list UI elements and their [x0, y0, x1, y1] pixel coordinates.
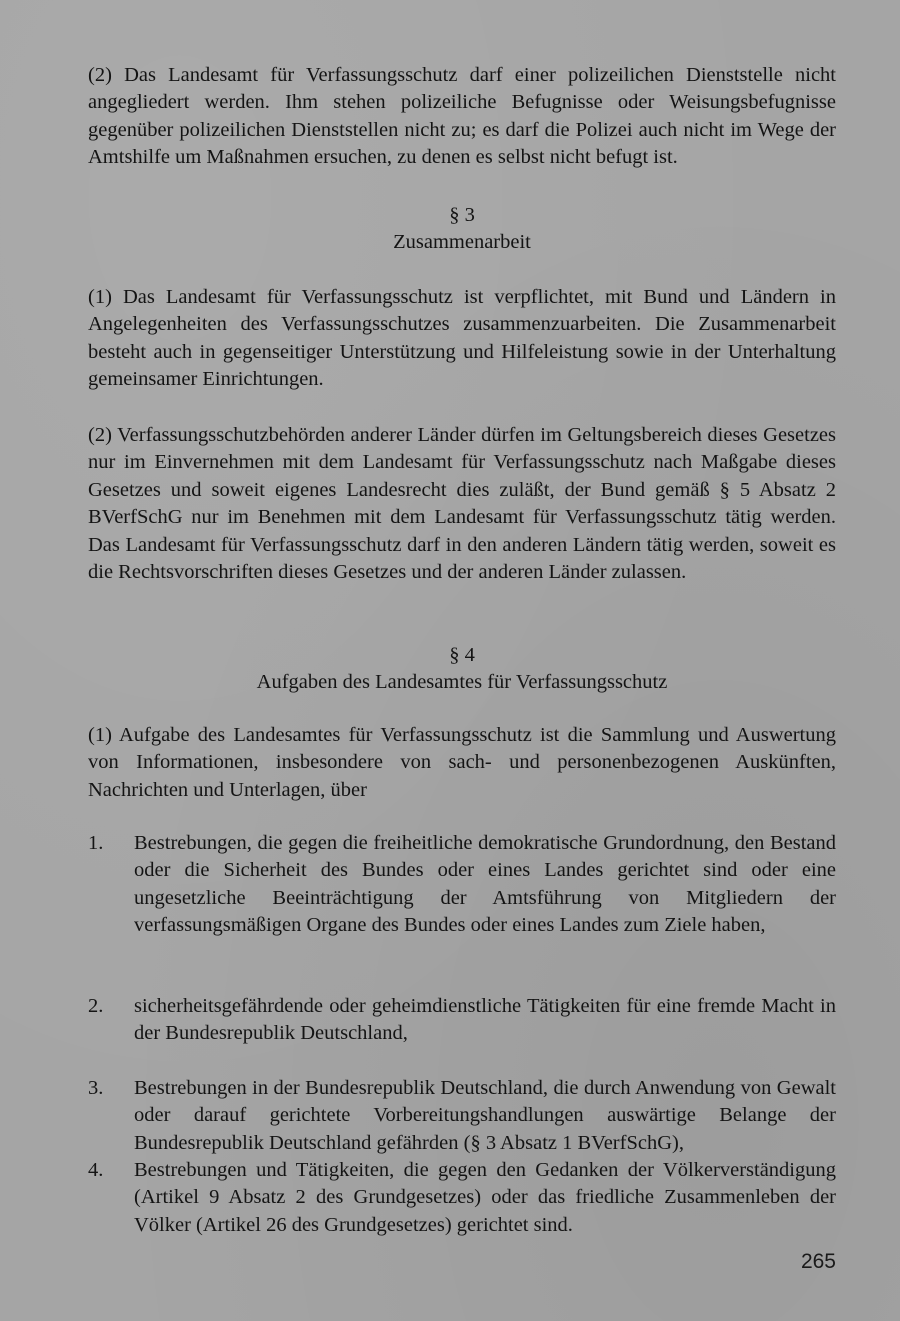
section4-title: Aufgaben des Landesamtes für Verfassungsschutz — [256, 671, 668, 693]
section2-paragraph2: (2) Das Landesamt für Verfassungsschutz darf einer polizeilichen Dienststelle nicht angegliedert werden. Ihm stehen polizeiliche Befugnisse oder Weisungsbefugnisse gegenüber polizeilichen Dienststellen nicht zu; es darf die Polizei auch nicht im Wege der Amtshilfe um Maßnahmen ersuchen, zu denen es selbst nicht befugt ist. — [88, 64, 836, 169]
list-item-text: sicherheitsgefährdende oder geheimdienstliche Tätigkeiten für eine fremde Macht in der Bundesrepublik Deutschland, — [134, 995, 836, 1045]
section4-heading — [88, 642, 836, 696]
list-item — [88, 1157, 836, 1239]
list-item — [88, 993, 836, 1048]
section3-title: Zusammenarbeit — [393, 231, 531, 253]
page-number: 265 — [800, 1250, 836, 1273]
section3-number: § 3 — [449, 204, 475, 226]
list-item-number: 1. — [88, 832, 104, 854]
section3-paragraph2: (2) Verfassungsschutzbehörden anderer Länder dürfen im Geltungsbereich dieses Gesetzes nur im Einvernehmen mit dem Landesamt für Verfassungsschutz nach Maßgabe dieses Gesetzes und soweit eigenes Landesrecht dies zuläßt, der Bund gemäß § 5 Absatz 2 BVerfSchG nur im Benehmen mit dem Landesamt für Verfassungsschutz tätig werden. Das Landesamt für Verfassungsschutz darf in den anderen Ländern tätig werden, soweit es die Rechtsvorschriften dieses Gesetzes und der anderen Länder zulassen. — [88, 424, 836, 584]
list-item-text: Bestrebungen und Tätigkeiten, die gegen den Gedanken der Völkerverständigung (Artikel 9 Absatz 2 des Grundgesetzes) oder das friedliche Zusammenleben der Völker (Artikel 26 des Grundgesetzes) gerichtet sind. — [134, 1159, 836, 1236]
section4-number: § 4 — [449, 644, 475, 666]
list-item-number: 3. — [88, 1077, 104, 1099]
section3-heading — [88, 202, 836, 256]
section3-paragraph1: (1) Das Landesamt für Verfassungsschutz ist verpflichtet, mit Bund und Ländern in Angelegenheiten des Verfassungsschutzes zusammenzuarbeiten. Die Zusammenarbeit besteht auch in gegenseitiger Unterstützung und Hilfeleistung sowie in der Unterhaltung gemeinsamer Einrichtungen. — [88, 286, 836, 391]
list-item-number: 2. — [88, 995, 104, 1017]
section4-paragraph1: (1) Aufgabe des Landesamtes für Verfassungsschutz ist die Sammlung und Auswertung von Informationen, insbesondere von sach- und personenbezogenen Auskünften, Nachrichten und Unterlagen, über — [88, 724, 836, 801]
list-item — [88, 830, 836, 940]
list-item-text: Bestrebungen, die gegen die freiheitliche demokratische Grundordnung, den Bestand oder die Sicherheit des Bundes oder eines Landes gerichtet sind oder eine ungesetzliche Beeinträchtigung der Amtsführung von Mitgliedern der verfassungsmäßigen Organe des Bundes oder eines Landes zum Ziele haben, — [134, 832, 836, 937]
list-item-text: Bestrebungen in der Bundesrepublik Deutschland, die durch Anwendung von Gewalt oder darauf gerichtete Vorbereitungshandlungen auswärtige Belange der Bundesrepublik Deutschland gefährden (§ 3 Absatz 1 BVerfSchG), — [134, 1077, 836, 1154]
list-item — [88, 1075, 836, 1157]
list-item-number: 4. — [88, 1159, 104, 1181]
